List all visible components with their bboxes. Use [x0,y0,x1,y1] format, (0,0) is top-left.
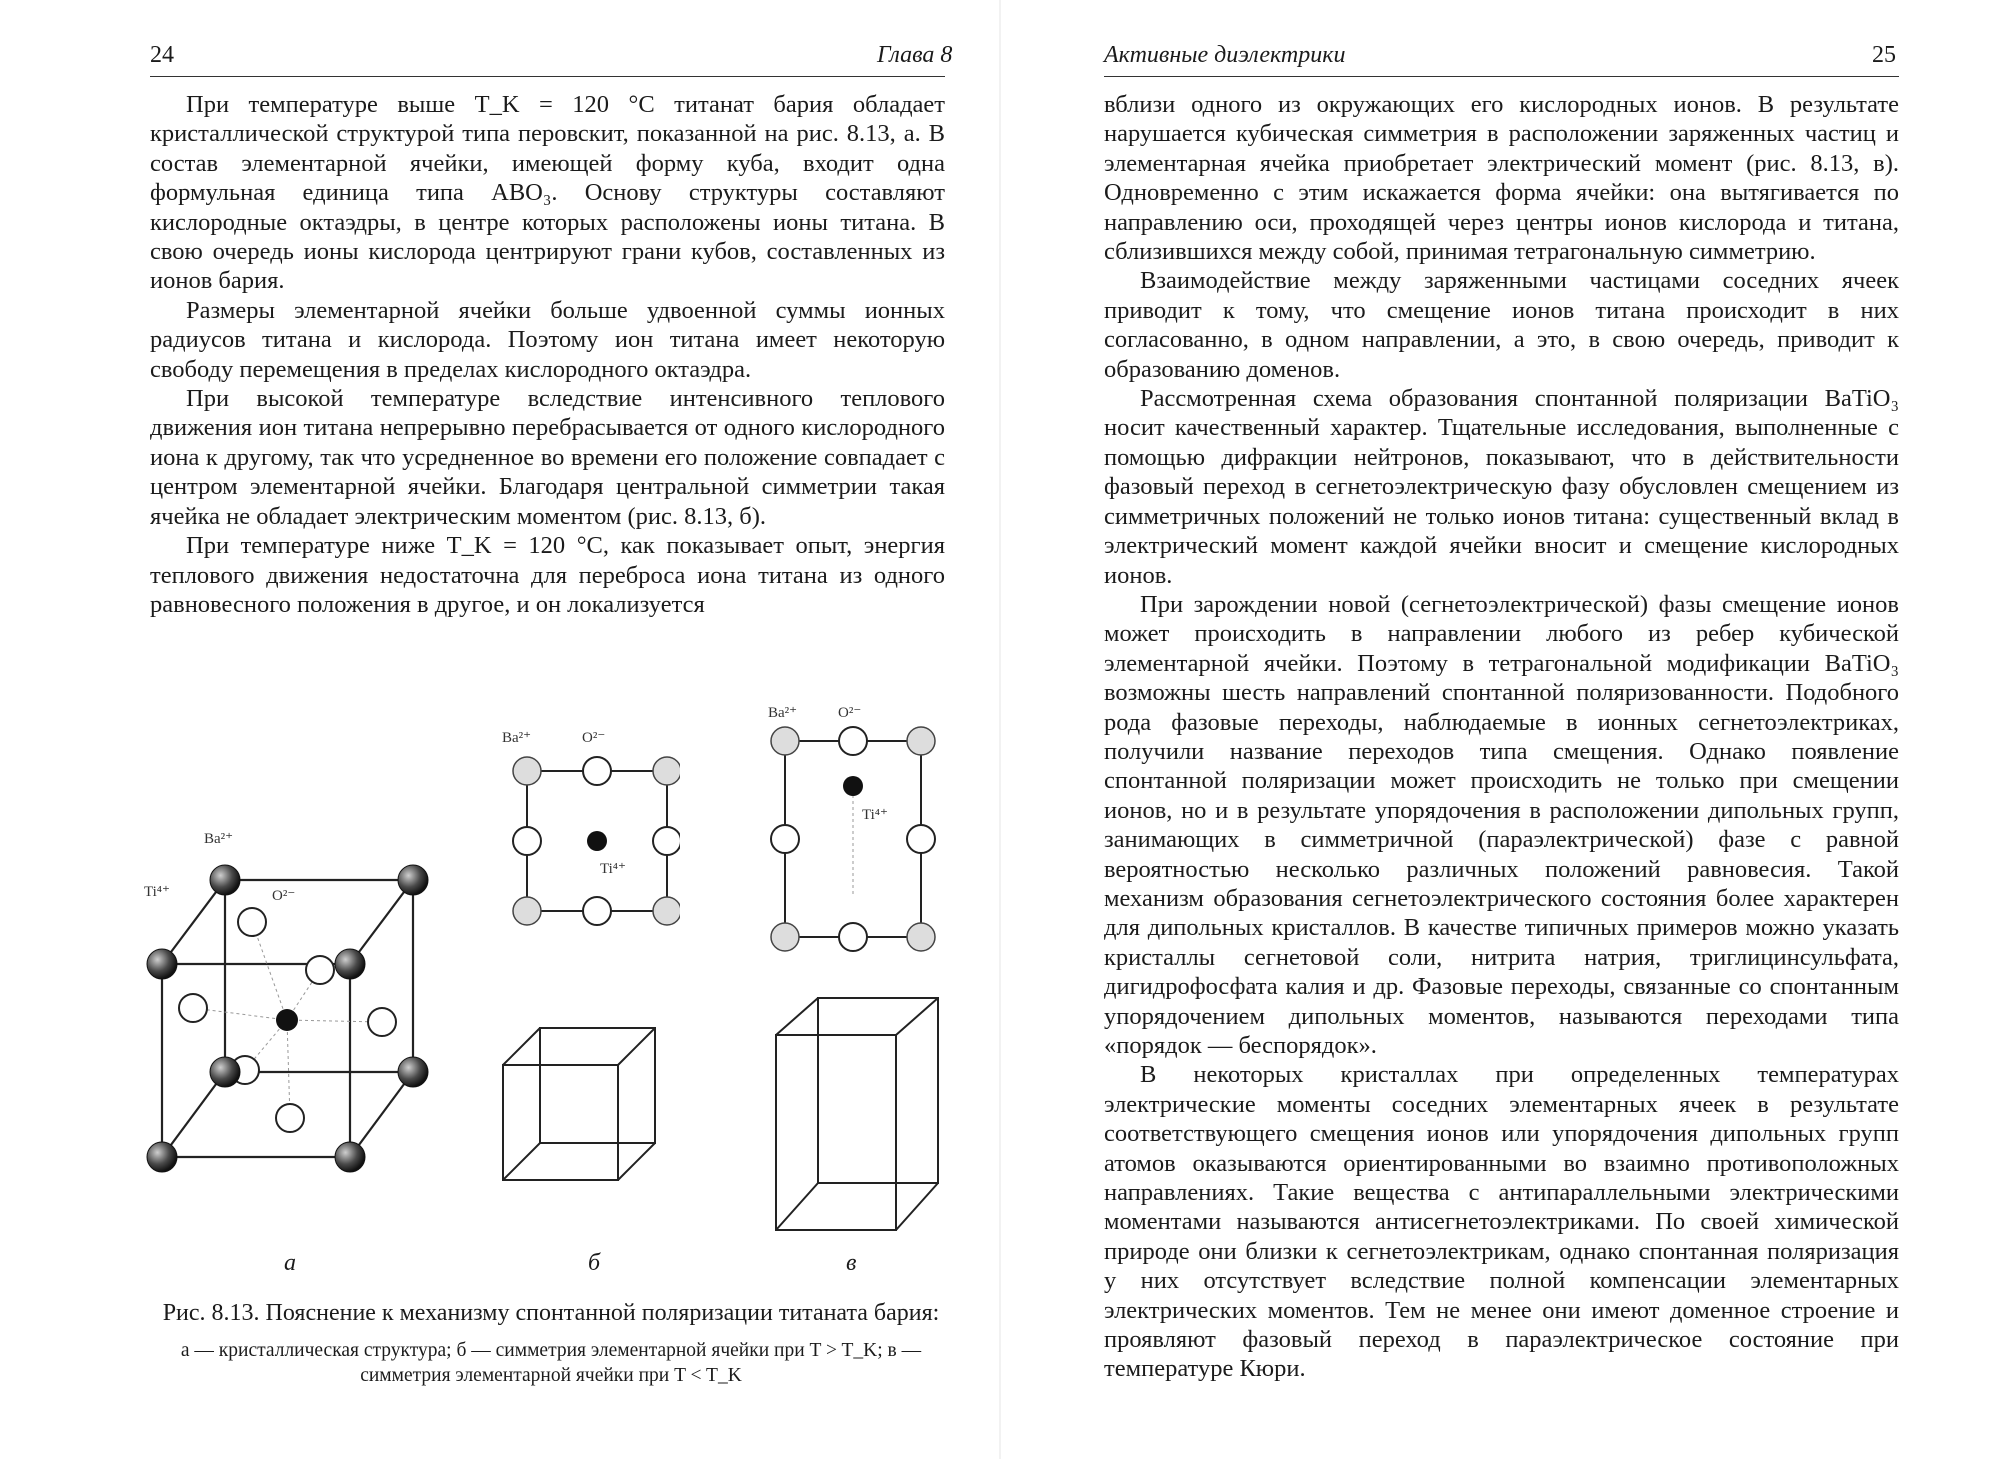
ti-ion-label-c: Ti⁴⁺ [862,807,888,823]
figure-caption-subtitle: а — кристаллическая структура; б — симметрия элементарной ячейки при T > T_K; в — симметрия элементарной ячейки при T < T_K [180,1340,922,1386]
right-section-header: Активные диэлектрики [1104,42,1346,68]
ba-ion-label-b: Ba²⁺ [502,730,532,746]
left-page-number: 24 [150,42,174,68]
figure-prism-outline [768,990,948,1240]
ba-ion-label: Ba²⁺ [204,831,234,847]
right-paragraph-3: Рассмотренная схема образования спонтанной поляризации BaTiO₃ носит качественный характер. Тщательные исследования, выполненные с помощью дифракции нейтронов, показывают, что в действительности фазовый переход в сегнетоэлектрическую фазу обусловлен смещением из симметричных положений не только ионов титана: существенный вклад в электрический момент каждой ячейки вносит и смещение кислородных ионов. [1104,385,1899,589]
ba-ion-label-c: Ba²⁺ [768,705,798,721]
figure-cube-outline [495,1020,665,1190]
panel-label-a: а [284,1250,296,1276]
right-paragraph-2: Взаимодействие между заряженными частицами соседних ячеек приводит к тому, что смещение ионов титана происходит в них согласованно, в одном направлении, а это, в свою очередь, приводит к образованию доменов. [1104,267,1899,383]
right-paragraph-5: В некоторых кристаллах при определенных температурах электрические моменты соседних элементарных ячеек в результате соответствующего смещения ионов или упорядочения дипольных групп атомов оказываются ориентированными во взаимно противоположных направлениях. Такие вещества с антипараллельными электрическими моментами называются антисегнетоэлектриками. По своей химической природе они близки к сегнетоэлектрикам, однако спонтанная поляризация у них отсутствует вследствие полной компенсации элементарных электрических моментов. Тем не менее они имеют доменное строение и проявляют фазовый переход в параэлектрическое состояние при температуре Кюри. [1104,1061,1899,1383]
figure-caption [146,1298,956,1388]
o-ion-label-c: O²⁻ [838,705,862,721]
left-chapter-header: Глава 8 [877,42,953,68]
panel-label-b: б [588,1250,601,1276]
o-ion-label-b: O²⁻ [582,730,606,746]
right-header-rule [1104,76,1899,77]
ti-ion-label-b: Ti⁴⁺ [600,861,626,877]
left-header-rule [150,76,945,77]
figure-symmetric-cell [500,725,680,955]
left-paragraph-2: Размеры элементарной ячейки больше удвоенной суммы ионных радиусов титана и кислорода. Поэтому ион титана имеет некоторую свободу перемещения в пределах кислородного октаэдра. [150,296,945,383]
left-paragraph-3: При высокой температуре вследствие интенсивного теплового движения ион титана непрерывно перебрасывается от одного кислородного иона к другому, так что усредненное во времени его положение совпадает с центром элементарной ячейки. Благодаря центральной симметрии такая ячейка не обладает электрическим моментом (рис. 8.13, б). [150,385,945,530]
left-paragraph-4: При температуре ниже T_K = 120 °C, как показывает опыт, энергия теплового движения недостаточна для переброса иона титана из одного равновесного положения в другое, и он локализуется [150,532,945,618]
figure-perovskite-cube [130,800,450,1220]
right-page-number: 25 [1872,42,1896,68]
right-body-text [1104,90,1899,1384]
left-paragraph-1: При температуре выше T_K = 120 °C титанат бария обладает кристаллической структурой типа перовскит, показанной на рис. 8.13, а. В состав элементарной ячейки, имеющей форму куба, входит одна формульная единица типа ABO₃. Основу структуры составляют кислородные октаэдры, в центре которых расположены ионы титана. В свою очередь ионы кислорода центрируют грани кубов, составленных из ионов бария. [150,91,945,295]
figure-caption-title: Рис. 8.13. Пояснение к механизму спонтанной поляризации титаната бария: [162,1300,940,1326]
panel-label-c: в [846,1250,857,1276]
left-body-text [150,90,945,619]
figure-tetragonal-cell [760,695,940,965]
right-paragraph-4: При зарождении новой (сегнетоэлектрической) фазы смещение ионов может происходить в направлении любого из ребер кубической элементарной ячейки. Поэтому в тетрагональной модификации BaTiO₃ возможны шесть направлений спонтанной поляризованности. Подобного рода фазовые переходы, наблюдаемые в ионных сегнетоэлектриках, получили название переходов типа смещения. Однако появление спонтанной поляризации может происходить не только при смещении ионов, но и в результате упорядочения в расположении дипольных групп, занимающих в симметричной (параэлектрической) фазе с равной вероятностью несколько различных положений равновесия. Такой механизм образования сегнетоэлектрического состояния более характерен для дипольных кристаллов. В качестве типичных примеров можно указать кристаллы сегнетовой соли, нитрита натрия, триглицинсульфата, дигидрофосфата калия и др. Фазовые переходы, связанные со спонтанным упорядочением дипольных моментов, называются переходами типа «порядок — беспорядок». [1104,590,1899,1059]
o-ion-label: O²⁻ [272,888,296,904]
right-page [1000,0,2000,1459]
ti-ion-label: Ti⁴⁺ [144,884,170,900]
right-paragraph-1: вблизи одного из окружающих его кислородных ионов. В результате нарушается кубическая симметрия в расположении заряженных частиц и элементарная ячейка приобретает электрический момент (рис. 8.13, в). Одновременно с этим искажается форма ячейки: она вытягивается по направлению оси, проходящей через центры ионов кислорода и титана, сблизившихся между собой, принимая тетрагональную симметрию. [1104,91,1899,266]
